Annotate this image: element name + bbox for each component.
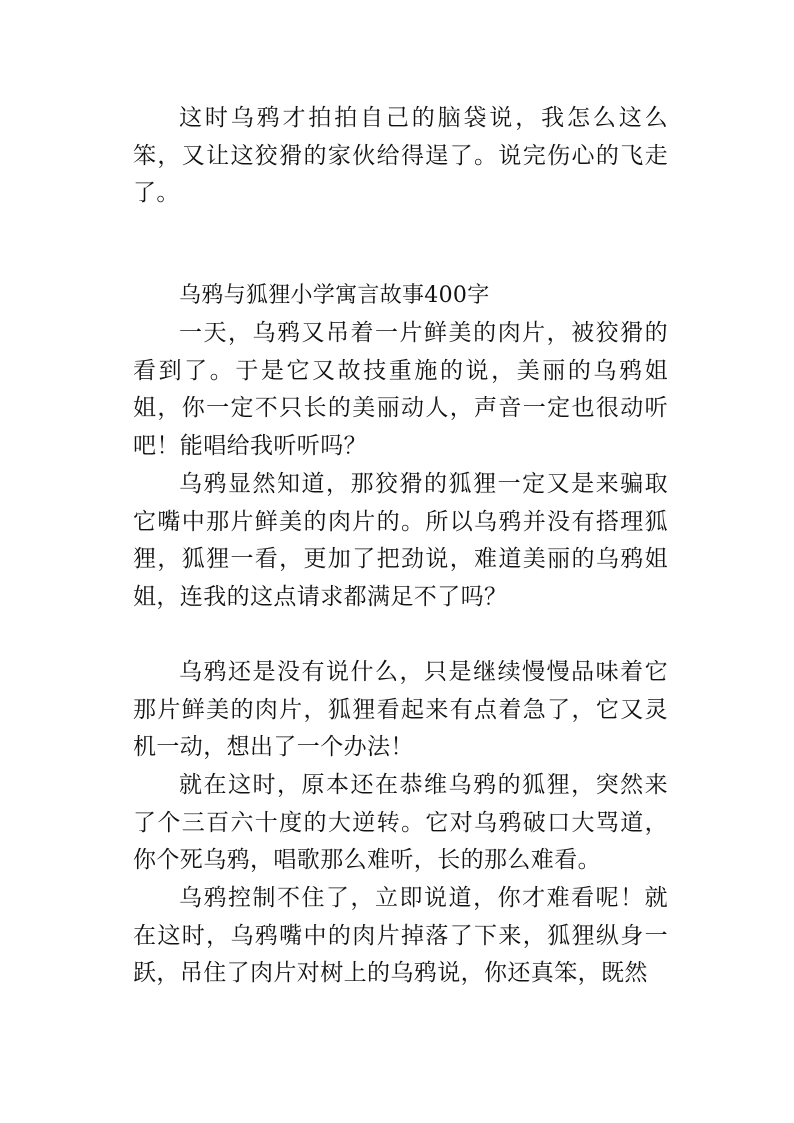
story-title: 乌鸦与狐狸小学寓言故事400字 xyxy=(179,283,490,308)
story-paragraph: 乌鸦显然知道，那狡猾的狐狸一定又是来骗取它嘴中那片鲜美的肉片的。所以乌鸦并没有搭理狐狸，狐狸一看，更加了把劲说，难道美丽的乌鸦姐姐，连我的这点请求都满足不了吗？ xyxy=(133,471,668,610)
story-paragraph: 一天，乌鸦又吊着一片鲜美的肉片，被狡猾的看到了。于是它又故技重施的说，美丽的乌鸦姐姐，你一定不只长的美丽动人，声音一定也很动听吧！能唱给我听听吗？ xyxy=(133,320,668,459)
story-paragraph: 乌鸦控制不住了，立即说道，你才难看呢！就在这时，乌鸦嘴中的肉片掉落了下来，狐狸纵身一跃，吊住了肉片对树上的乌鸦说，你还真笨，既然 xyxy=(133,885,668,986)
intro-paragraph: 这时乌鸦才拍拍自己的脑袋说，我怎么这么笨，又让这狡猾的家伙给得逞了。说完伤心的飞走了。 xyxy=(133,105,668,206)
story-paragraph: 就在这时，原本还在恭维乌鸦的狐狸，突然来了个三百六十度的大逆转。它对乌鸦破口大骂道，你个死乌鸦，唱歌那么难听，长的那么难看。 xyxy=(133,772,668,873)
story-paragraph: 乌鸦还是没有说什么，只是继续慢慢品味着它那片鲜美的肉片，狐狸看起来有点着急了，它又灵机一动，想出了一个办法！ xyxy=(133,659,668,760)
